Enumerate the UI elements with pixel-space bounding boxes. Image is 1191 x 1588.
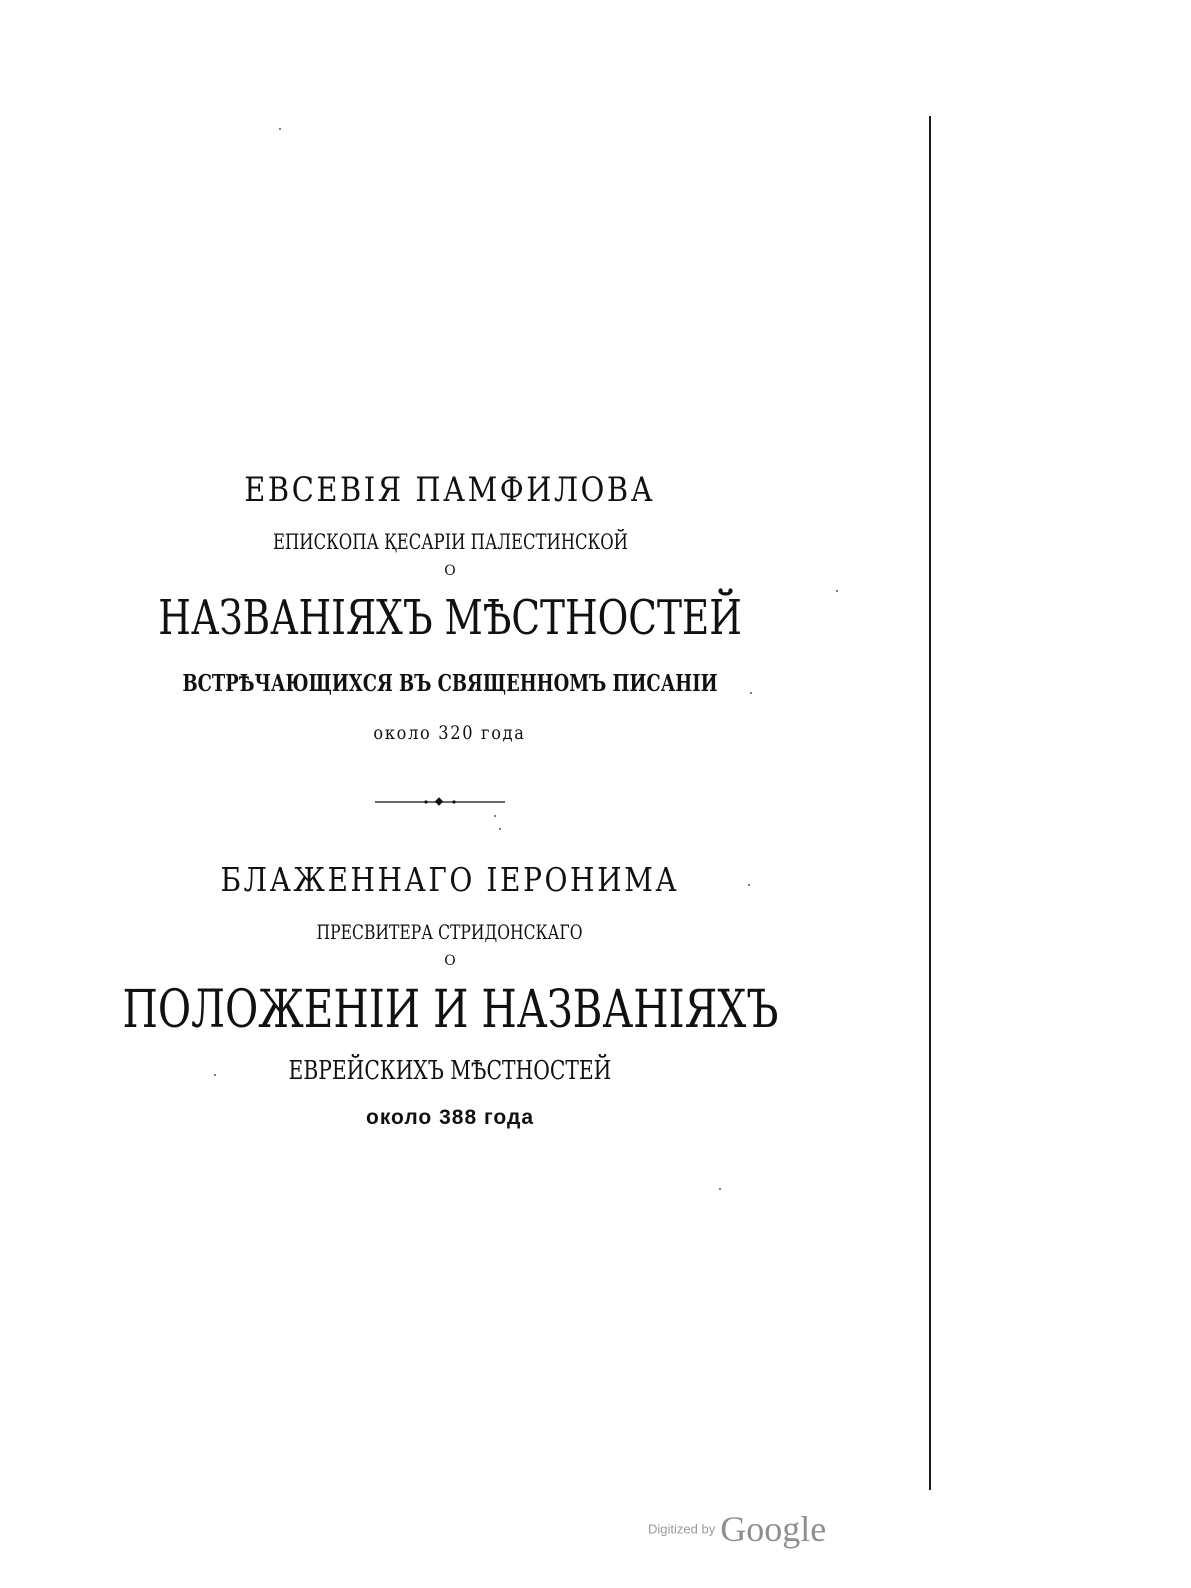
- scan-speck: [750, 692, 752, 694]
- ornament-divider: [375, 797, 505, 807]
- digitized-watermark: Digitized by Google: [648, 1509, 827, 1549]
- conjunction-2: О: [444, 953, 456, 969]
- scan-speck: [499, 828, 501, 830]
- scan-speck: [719, 1188, 721, 1190]
- author-eusebius-role: ЕПИСКОПА ҚЕСАРІИ ПАЛЕСТИНСКОЙ: [272, 530, 628, 554]
- work2-date: около 388 года: [366, 1106, 534, 1129]
- work1-date: около 320 года: [373, 722, 527, 744]
- scan-speck: [214, 1074, 216, 1076]
- scan-speck: [748, 884, 750, 886]
- scan-speck: [279, 128, 281, 130]
- work1-title: НАЗВАНІЯХЪ МѢСТНОСТЕЙ: [158, 590, 742, 646]
- conjunction-1: О: [444, 563, 456, 579]
- google-logo: Google: [720, 1509, 827, 1549]
- work1-subtitle: ВСТРѢЧАЮЩИХСЯ ВЪ СВЯЩЕННОМЪ ПИСАНІИ: [182, 670, 718, 697]
- author-eusebius: ЕВСЕВІЯ ПАМФИЛОВА: [244, 470, 656, 510]
- scan-speck: [494, 815, 496, 817]
- work2-title: ПОЛОЖЕНІИ И НАЗВАНІЯХЪ: [122, 980, 778, 1040]
- author-jerome-role: ПРЕСВИТЕРА СТРИДОНСКАГО: [316, 920, 584, 944]
- work2-subtitle: ЕВРЕЙСКИХЪ МѢСТНОСТЕЙ: [288, 1056, 612, 1086]
- page-edge-rule: [929, 116, 931, 1490]
- scan-speck: [836, 590, 838, 592]
- author-jerome: БЛАЖЕННАГО ІЕРОНИМА: [220, 860, 680, 899]
